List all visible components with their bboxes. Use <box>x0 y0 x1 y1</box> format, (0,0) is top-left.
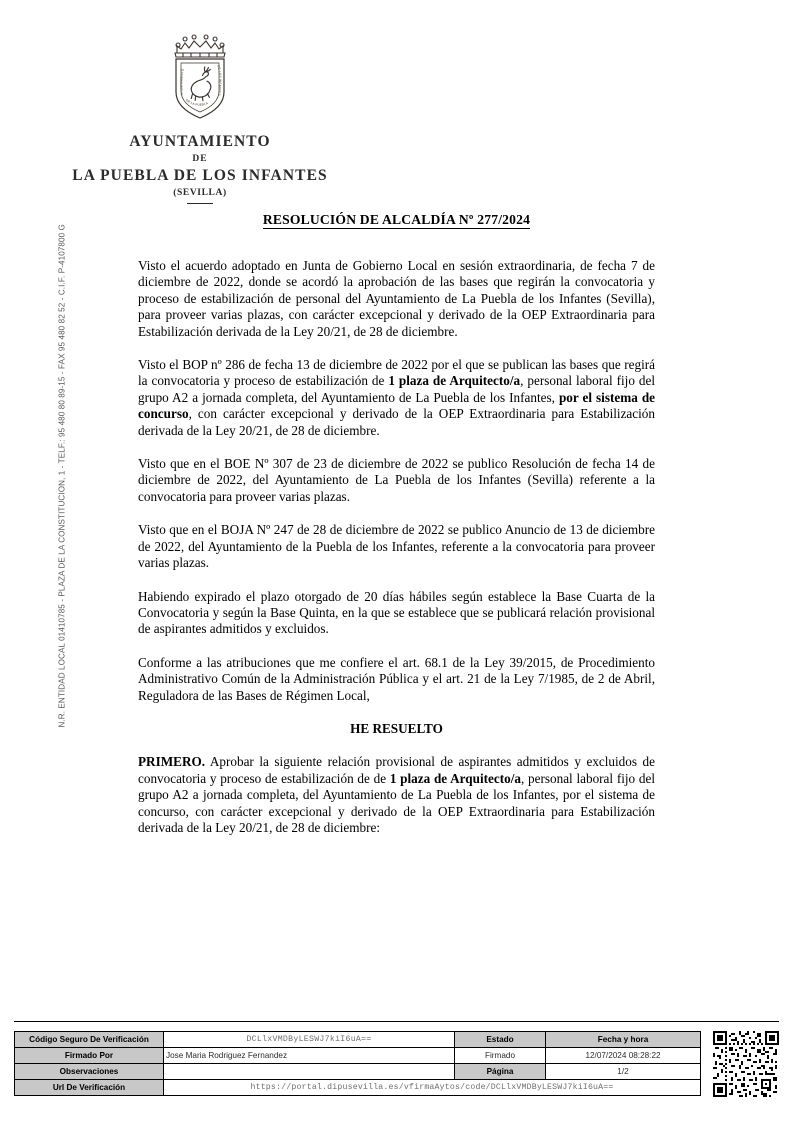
firmado-por-value: Jose Maria Rodriguez Fernandez <box>164 1048 455 1064</box>
observaciones-value <box>164 1064 455 1080</box>
header-divider <box>187 203 213 204</box>
url-label: Url De Verificación <box>15 1080 164 1096</box>
observaciones-label: Observaciones <box>15 1064 164 1080</box>
paragraph-3: Visto que en el BOE Nº 307 de 23 de diciembre de 2022 se publico Resolución de fecha 14 de diciembre de 2022, del Ayuntamiento de La Puebla de los Infantes (Sevilla) referente a la convocatoria para proveer varias plazas. <box>138 456 655 504</box>
paragraph-5: Habiendo expirado el plazo otorgado de 20 días hábiles según establece la Base Cuarta de la Convocatoria y según la Base Quinta, en la que se establece que se publicará relación provisional de aspirantes admitidos y excluidos. <box>138 588 655 637</box>
svg-text:AYUNTAMIENTO: AYUNTAMIENTO <box>179 68 185 96</box>
fecha-label: Fecha y hora <box>546 1032 701 1048</box>
org-province: (SEVILLA) <box>173 188 227 198</box>
pagina-label: Página <box>455 1064 546 1080</box>
document-title-text: RESOLUCIÓN DE ALCALDÍA Nº 277/2024 <box>262 212 531 227</box>
resolution-paragraph: PRIMERO. Aprobar la siguiente relación provisional de aspirantes admitidos y excluidos de convocatoria y proceso de estabilización de de 1 plaza de Arquitecto/a, personal laboral fijo del grupo A2 a jornada completa, del Ayuntamiento de La Puebla de los Infantes, por el sistema de concurso, con carácter excepcional y derivado de la OEP Extraordinaria para Estabilización derivada de la Ley 20/21, de 28 de diciembre: <box>138 754 656 835</box>
coat-of-arms-crest-icon <box>161 26 239 126</box>
registry-side-stamp: N.R. ENTIDAD LOCAL 01410785 - PLAZA DE LA CONSTITUCION, 1 - TELF.: 95 480 80 89-15 - FAX 95 480 82 52 - C.I.F. P-4107800 G <box>57 224 67 728</box>
paragraph-1: Visto el acuerdo adoptado en Junta de Gobierno Local en sesión extraordinaria, de fecha 7 de diciembre de 2022, donde se acordó la aprobación de las bases que regirán la convocatoria y proceso de estabilización de personal del Ayuntamiento de La Puebla de los Infantes (Sevilla), para proveer varias plazas, con carácter excepcional y derivado de la OEP Extraordinaria para Estabilización derivada de la Ley 20/21, de 28 de diciembre. <box>138 258 655 339</box>
document-body <box>138 258 655 853</box>
org-name-line2: LA PUEBLA DE LOS INFANTES <box>72 167 328 184</box>
signature-verification-footer <box>14 1031 779 1097</box>
csv-value: DCLlxVMDByLESWJ7kiI6uA== <box>164 1032 455 1048</box>
table-row-observaciones <box>15 1064 701 1080</box>
paragraph-4: Visto que en el BOJA Nº 247 de 28 de diciembre de 2022 se publico Anuncio de 13 de diciembre de 2022, del Ayuntamiento de la Puebla de los Infantes, referente a la convocatoria para proveer varias plazas. <box>138 522 655 571</box>
table-row-csv <box>15 1032 701 1048</box>
paragraph-6: Conforme a las atribuciones que me confiere el art. 68.1 de la Ley 39/2015, de Procedimiento Administrativo Común de la Administración Pública y el art. 21 de la Ley 7/1985, de 2 de Abril, Reguladora de las Bases de Régimen Local, <box>138 654 655 703</box>
firmado-por-label: Firmado Por <box>15 1048 164 1064</box>
table-row-firmado-por <box>15 1048 701 1064</box>
pagina-value: 1/2 <box>546 1064 701 1080</box>
svg-text:DE LA PUEBLA: DE LA PUEBLA <box>185 98 209 107</box>
letterhead <box>0 26 400 204</box>
verification-table <box>14 1031 701 1096</box>
org-name-de: DE <box>192 154 208 164</box>
document-title <box>138 212 655 228</box>
csv-label: Código Seguro De Verificación <box>15 1032 164 1048</box>
svg-text:DE LOS INFANTES: DE LOS INFANTES <box>216 64 223 96</box>
resolution-heading: HE RESUELTO <box>350 720 443 736</box>
estado-value: Firmado <box>455 1048 546 1064</box>
estado-label: Estado <box>455 1032 546 1048</box>
org-name-line1: AYUNTAMIENTO <box>129 133 271 150</box>
footer-divider <box>14 1021 779 1022</box>
paragraph-2: Visto el BOP nº 286 de fecha 13 de diciembre de 2022 por el que se publican las bases que regirá la convocatoria y proceso de estabilización de 1 plaza de Arquitecto/a, personal laboral fijo del grupo A2 a jornada completa, del Ayuntamiento de La Puebla de los Infantes, por el sistema de concurso, con carácter excepcional y derivado de la OEP Extraordinaria para Estabilización derivada de la Ley 20/21, de 28 de diciembre. <box>138 357 656 438</box>
fecha-value: 12/07/2024 08:28:22 <box>546 1048 701 1064</box>
url-value[interactable]: https://portal.dipusevilla.es/vfirmaAytos/code/DCLlxVMDByLESWJ7kiI6uA== <box>164 1080 701 1096</box>
table-row-url <box>15 1080 701 1096</box>
qr-code-icon <box>713 1031 779 1097</box>
